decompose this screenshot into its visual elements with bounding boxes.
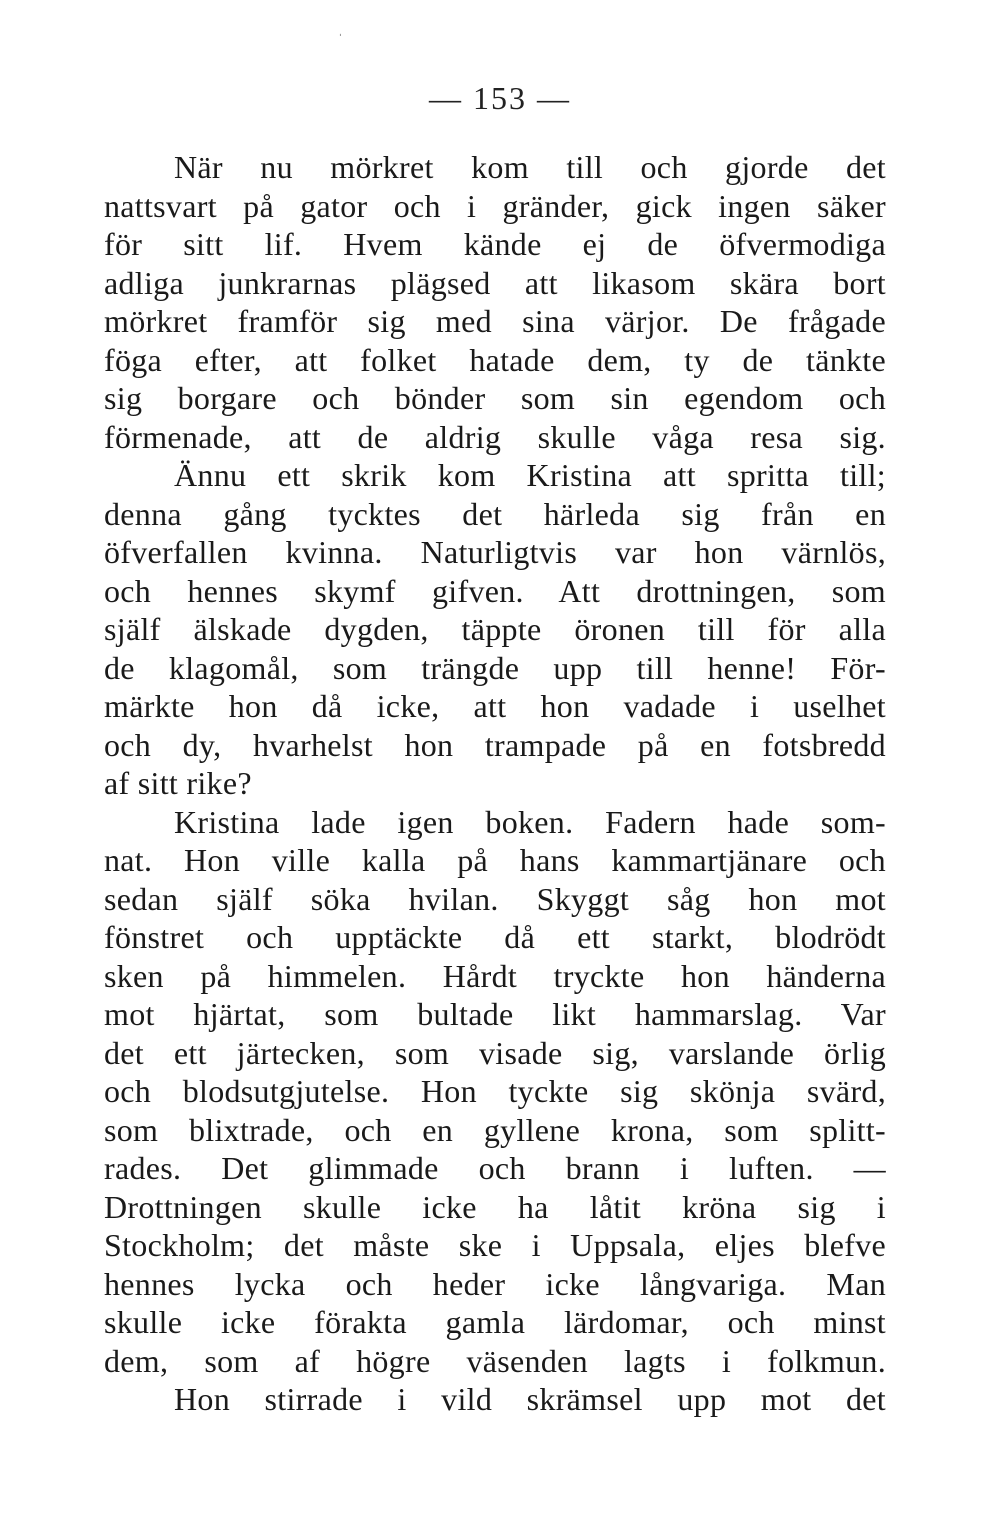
text-line: öfverfallen kvinna. Naturligtvis var hon värnlös, (104, 534, 886, 570)
text-line: När nu mörkret kom till och gjorde det (174, 149, 886, 185)
text-line: rades. Det glimmade och brann i luften. — (104, 1150, 886, 1186)
text-line: och hennes skymf gifven. Att drottningen, som (104, 572, 886, 609)
text-line: själf älskade dygden, täppte öronen till för alla (104, 611, 886, 647)
text-line: de klagomål, som trängde upp till henne! För- (104, 649, 886, 686)
text-line: nattsvart på gator och i gränder, gick ingen säker (104, 187, 886, 224)
text-line: af sitt rike? (104, 765, 252, 801)
text-line: Hon stirrade i vild skrämsel upp mot det (174, 1381, 886, 1417)
text-line: mörkret framför sig med sina värjor. De frågade (104, 303, 886, 339)
text-line: adliga junkrarnas plägsed att likasom skära bort (104, 264, 886, 301)
text-line: märkte hon då icke, att hon vadade i uselhet (104, 688, 886, 724)
body-text (104, 148, 886, 1419)
text-line: denna gång tycktes det härleda sig från en (104, 495, 886, 532)
text-line: förmenade, att de aldrig skulle våga resa sig. (104, 418, 886, 455)
text-line: och blodsutgjutelse. Hon tyckte sig skönja svärd, (104, 1073, 886, 1109)
text-line: sig borgare och bönder som sin egendom och (104, 380, 886, 416)
text-line: nat. Hon ville kalla på hans kammartjänare och (104, 842, 886, 878)
text-line: som blixtrade, och en gyllene krona, som splitt- (104, 1111, 886, 1148)
text-line: skulle icke förakta gamla lärdomar, och minst (104, 1304, 886, 1340)
text-line: för sitt lif. Hvem kände ej de öfvermodiga (104, 226, 886, 262)
print-speck: ˌ (338, 22, 343, 37)
text-line: sken på himmelen. Hårdt tryckte hon händerna (104, 957, 886, 994)
text-line: dem, som af högre väsenden lagts i folkmun. (104, 1342, 886, 1379)
text-line: Kristina lade igen boken. Fadern hade som- (174, 803, 886, 840)
text-line: Drottningen skulle icke ha låtit kröna sig i (104, 1188, 886, 1225)
text-line: det ett järtecken, som visade sig, varslande örlig (104, 1034, 886, 1071)
text-line: sedan själf söka hvilan. Skyggt såg hon mot (104, 880, 886, 917)
text-line: hennes lycka och heder icke långvariga. Man (104, 1265, 886, 1302)
page-number: — 153 — (429, 80, 571, 116)
text-line: föga efter, att folket hatade dem, ty de tänkte (104, 341, 886, 378)
text-line: Stockholm; det måste ske i Uppsala, eljes blefve (104, 1227, 886, 1263)
text-line: mot hjärtat, som bultade likt hammarslag. Var (104, 996, 886, 1032)
text-line: fönstret och upptäckte då ett starkt, blodrödt (104, 919, 886, 955)
text-line: och dy, hvarhelst hon trampade på en fotsbredd (104, 726, 886, 763)
text-line: Ännu ett skrik kom Kristina att spritta till; (174, 457, 886, 493)
